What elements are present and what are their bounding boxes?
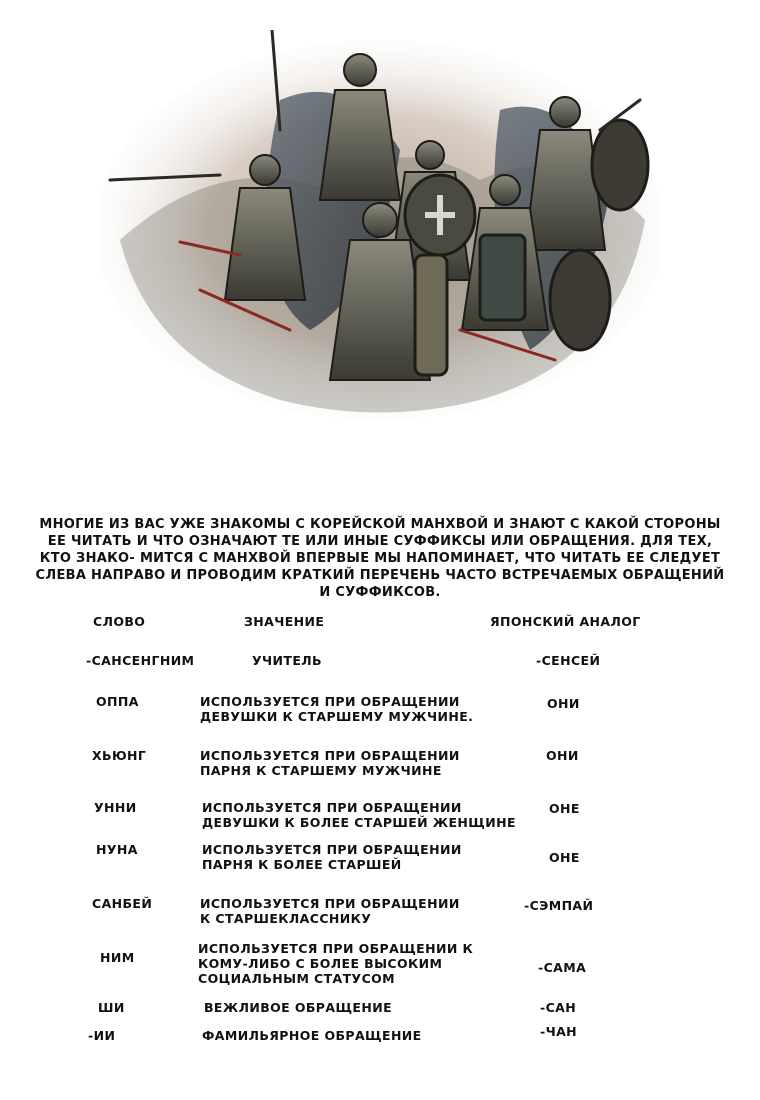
row-japanese: ОНЕ	[549, 801, 580, 816]
row-word: НИМ	[100, 950, 135, 965]
row-japanese: -СЕНСЕЙ	[536, 653, 601, 668]
row-japanese: -ЧАН	[540, 1024, 578, 1039]
header-word: СЛОВО	[93, 614, 146, 629]
row-meaning: ВЕЖЛИВОЕ ОБРАЩЕНИЕ	[204, 1000, 393, 1015]
row-word: ХЬЮНГ	[92, 748, 147, 763]
row-japanese: -СЭМПАЙ	[524, 898, 594, 913]
row-word: -ИИ	[88, 1028, 116, 1043]
row-meaning: УЧИТЕЛЬ	[252, 653, 322, 668]
row-meaning: ИСПОЛЬЗУЕТСЯ ПРИ ОБРАЩЕНИИ ПАРНЯ К СТАРШЕМУ МУЖЧИНЕ	[200, 748, 460, 778]
row-word: НУНА	[96, 842, 138, 857]
intro-line: ЧИТАТЬ И ЧТО ОЗНАЧАЮТ ТЕ ИЛИ ИНЫЕ СУФФИКСЫ ИЛИ ОБРАЩЕНИЯ. ДЛЯ ТЕХ, КТО ЗНАКО-	[39, 534, 713, 566]
header-japanese: ЯПОНСКИЙ АНАЛОГ	[490, 614, 641, 629]
intro-line: МИТСЯ С МАНХВОЙ ВПЕРВЫЕ МЫ НАПОМИНАЕТ, ЧТО ЧИТАТЬ ЕЕ СЛЕДУЕТ СЛЕВА НАПРАВО И	[35, 551, 721, 583]
row-word: ШИ	[98, 1000, 125, 1015]
row-japanese: ОНИ	[547, 696, 580, 711]
row-meaning: ИСПОЛЬЗУЕТСЯ ПРИ ОБРАЩЕНИИ К СТАРШЕКЛАССНИКУ	[200, 896, 460, 926]
row-word: УННИ	[94, 800, 137, 815]
header-meaning: ЗНАЧЕНИЕ	[244, 614, 325, 629]
row-japanese: -САН	[540, 1000, 577, 1015]
row-word: -САНСЕНГНИМ	[86, 653, 195, 668]
row-meaning: ИСПОЛЬЗУЕТСЯ ПРИ ОБРАЩЕНИИ ПАРНЯ К БОЛЕЕ СТАРШЕЙ	[202, 842, 462, 872]
row-meaning: ИСПОЛЬЗУЕТСЯ ПРИ ОБРАЩЕНИИ ДЕВУШКИ К БОЛЕЕ СТАРШЕЙ ЖЕНЩИНЕ	[202, 800, 516, 830]
row-japanese: ОНЕ	[549, 850, 580, 865]
warriors-illustration	[100, 30, 660, 420]
row-word: САНБЕЙ	[92, 896, 153, 911]
row-meaning: ИСПОЛЬЗУЕТСЯ ПРИ ОБРАЩЕНИИ К КОМУ-ЛИБО С БОЛЕЕ ВЫСОКИМ СОЦИАЛЬНЫМ СТАТУСОМ	[198, 941, 474, 986]
row-word: ОППА	[96, 694, 139, 709]
row-meaning: ИСПОЛЬЗУЕТСЯ ПРИ ОБРАЩЕНИИ ДЕВУШКИ К СТАРШЕМУ МУЖЧИНЕ.	[200, 694, 474, 724]
row-japanese: ОНИ	[546, 748, 579, 763]
row-japanese: -САМА	[538, 960, 587, 975]
intro-line: МНОГИЕ ИЗ ВАС УЖЕ ЗНАКОМЫ С КОРЕЙСКОЙ МАНХВОЙ И ЗНАЮТ С КАКОЙ СТОРОНЫ ЕЕ	[39, 517, 721, 549]
row-meaning: ФАМИЛЬЯРНОЕ ОБРАЩЕНИЕ	[202, 1028, 422, 1043]
intro-paragraph	[30, 516, 730, 601]
intro-line: ПРОВОДИМ КРАТКИЙ ПЕРЕЧЕНЬ ЧАСТО ВСТРЕЧАЕМЫХ ОБРАЩЕНИЙ И СУФФИКСОВ.	[186, 568, 725, 600]
